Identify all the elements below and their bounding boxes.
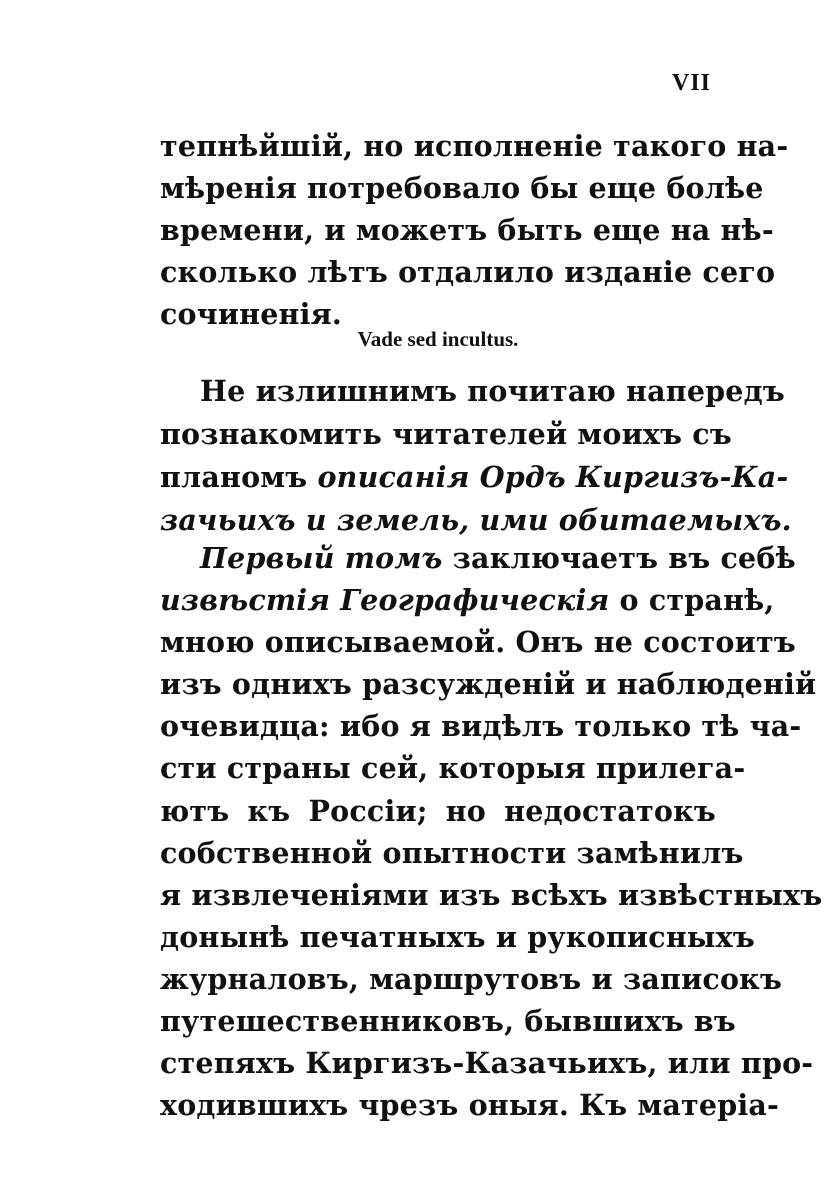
text-line: Не излишнимъ почитаю напередъ [200,374,785,408]
text-line: изъ однихъ разсужденій и наблюденій [160,667,817,702]
text-italic: описанія Ордъ Киргизъ-Ка- [317,460,789,494]
text-line: сти страны сей, которыя прилега- [160,751,746,786]
paragraph-3 [160,537,823,1126]
page-number: VII [672,70,712,96]
paragraph-2 [160,370,792,542]
text-plain: заключаетъ въ себѣ [442,541,796,575]
latin-motto: Vade sed incultus. [357,327,519,351]
text-line: ютъ къ Россіи; но недостатокъ [160,793,716,828]
text-plain: планомъ [160,460,318,494]
text-line: тепнѣйшій, но исполненіе такого на- [160,129,789,163]
text-line: путешественниковъ, бывшихъ въ [160,1004,736,1039]
text-italic: Первый томъ [200,541,443,575]
text-line: я извлеченіями изъ всѣхъ извѣстныхъ [160,877,823,912]
text-line: ходившихъ чрезъ оныя. Къ матеріа- [160,1088,780,1123]
paragraph-1 [160,125,789,335]
text-line: зачьихъ и земель, ими обитаемыхъ. [160,503,792,537]
text-line: сочиненія. [160,297,343,331]
text-line: мною описываемой. Онъ не состоитъ [160,625,796,660]
text-line [160,456,789,499]
text-line: сколько лѣтъ отдалило изданіе сего [160,255,776,289]
text-line: донынѣ печатныхъ и рукописныхъ [160,919,755,954]
text-line: познакомить читателей моихъ съ [160,417,732,451]
text-line: собственной опытности замѣнилъ [160,835,744,870]
text-line [160,579,775,621]
text-line: мѣренія потребовало бы еще болѣе [160,171,764,205]
text-line [160,537,796,579]
text-italic: извѣстія Географическія [160,583,610,618]
text-plain: о странѣ, [609,583,775,618]
text-line: степяхъ Киргизъ-Казачьихъ, или про- [160,1046,814,1081]
text-line: очевидца: ибо я видѣлъ только тѣ ча- [160,709,802,744]
text-line: журналовъ, маршрутовъ и записокъ [160,961,783,996]
text-line: времени, и можетъ быть еще на нѣ- [160,213,774,247]
